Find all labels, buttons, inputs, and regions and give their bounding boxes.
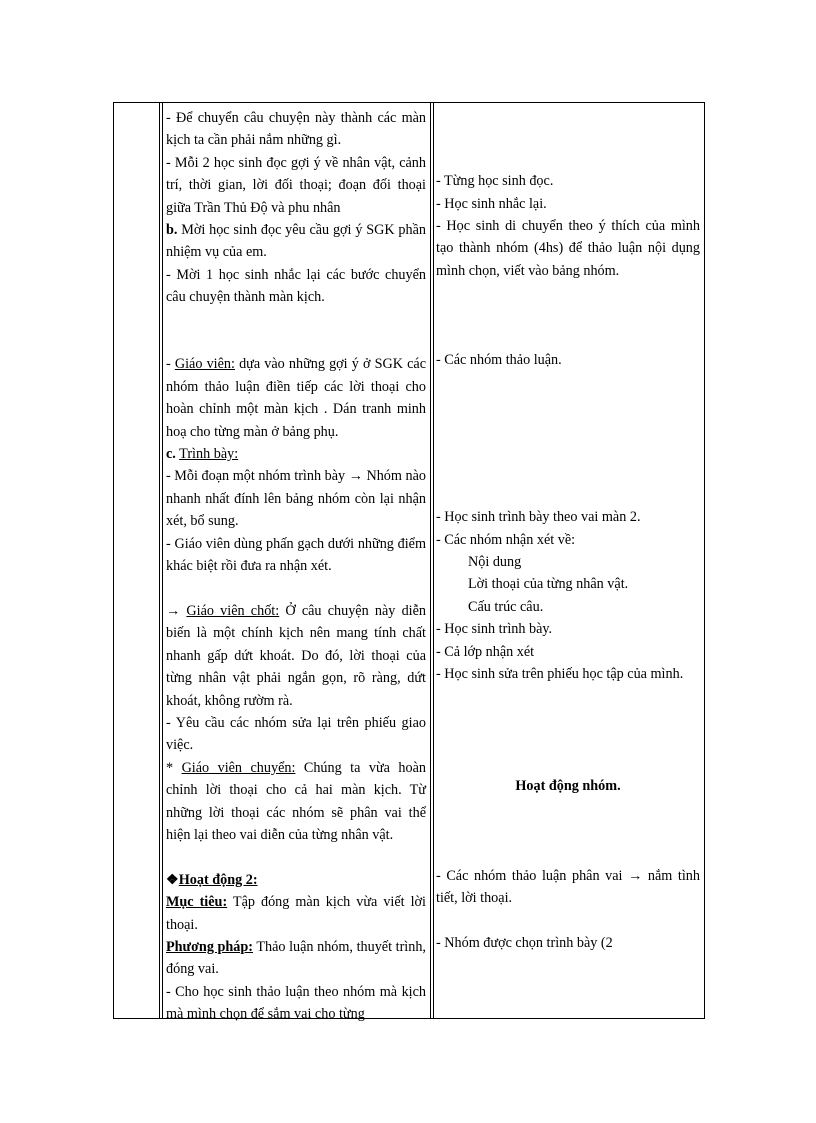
text-paragraph: - Học sinh trình bày.	[436, 621, 553, 638]
text-paragraph: - Yêu cầu các nhóm sửa lại trên phiếu giao việc.	[166, 714, 426, 754]
text-paragraph: - Cả lớp nhận xét	[436, 643, 535, 660]
column-divider	[433, 103, 434, 1018]
text-paragraph: - Học sinh sửa trên phiếu học tập của mình.	[436, 665, 684, 682]
text-paragraph: - Học sinh nhắc lại.	[436, 195, 547, 212]
teacher-label: Giáo viên chốt:	[186, 602, 280, 619]
text-paragraph: - Từng học sinh đọc.	[436, 173, 554, 190]
text-paragraph: - Học sinh trình bày theo vai màn 2.	[436, 509, 641, 526]
text-paragraph: - Mời 1 học sinh nhắc lại các bước chuyển câu chuyện thành màn kịch.	[166, 266, 426, 306]
arrow: →	[166, 602, 187, 619]
text-paragraph: - Để chuyển câu chuyện này thành các màn kịch ta cần phải nắm những gì.	[166, 110, 426, 149]
text-paragraph: - Cho học sinh thảo luận theo nhóm mà kịch mà mình chọn để sắm vai cho từng	[166, 983, 426, 1023]
star: *	[166, 759, 182, 776]
activity-title: Hoạt động 2:	[178, 871, 258, 888]
text-paragraph	[166, 353, 426, 443]
text-paragraph: - Mỗi 2 học sinh đọc gợi ý về nhân vật, cảnh trí, thời gian, lời đối thoại; đoạn đối thoại giữa Trần Thủ Độ và phu nhân	[166, 154, 426, 216]
text-paragraph	[166, 600, 426, 712]
item-text: Ở câu chuyện này diễn biến là một chính kịch nên mang tính chất nhanh gấp dứt khoát. Do đó, lời thoại của từng nhân vật phải ngắn gọn, rõ ràng, dứt khoát, không rườm rà.	[166, 602, 426, 709]
teacher-label: Giáo viên chuyển:	[181, 759, 296, 776]
student-column	[436, 103, 700, 954]
list-item: Nội dung	[468, 553, 522, 570]
column-divider	[159, 103, 160, 1018]
item-text: dựa vào những gợi ý ở SGK các nhóm thảo luận điền tiếp các lời thoại cho hoàn chỉnh một màn kịch . Dán tranh minh hoạ cho từng màn ở bảng phụ.	[166, 356, 426, 440]
item-text: Mời học sinh đọc yêu cầu gợi ý SGK phần nhiệm vụ của em.	[166, 222, 426, 261]
item-label: c.	[166, 446, 176, 463]
list-item: Lời thoại của từng nhân vật.	[468, 576, 629, 593]
text-paragraph	[166, 219, 426, 264]
activity-heading	[166, 869, 426, 891]
group-activity-label: Hoạt động nhóm.	[515, 777, 621, 794]
method-label: Phương pháp:	[166, 938, 253, 955]
text-paragraph: - Học sinh di chuyển theo ý thích của mình tạo thành nhóm (4hs) để thảo luận nội dụng mình chọn, viết vào bảng nhóm.	[436, 217, 700, 279]
text-paragraph: - Các nhóm thảo luận.	[436, 352, 562, 369]
text-paragraph	[166, 757, 426, 847]
text-paragraph: - Các nhóm thảo luận phân vai → nắm tình tiết, lời thoại.	[436, 867, 700, 906]
text-paragraph	[166, 891, 426, 936]
column-divider	[162, 103, 163, 1018]
text-paragraph: - Các nhóm nhận xét về:	[436, 531, 576, 548]
column-divider	[430, 103, 431, 1018]
section-title: Trình bày:	[179, 446, 239, 463]
diamond-icon: ❖	[166, 871, 179, 888]
text-paragraph: - Mỗi đoạn một nhóm trình bày → Nhóm nào nhanh nhất đính lên bảng nhóm còn lại nhận xét, bổ sung.	[166, 468, 426, 530]
item-label: b.	[166, 222, 178, 239]
objective-label: Mục tiêu:	[166, 894, 228, 911]
text-paragraph	[166, 936, 426, 981]
dash: -	[166, 356, 175, 373]
section-heading	[166, 443, 426, 465]
text-paragraph: - Nhóm được chọn trình bày (2	[436, 934, 613, 951]
teacher-label: Giáo viên:	[174, 356, 235, 373]
item-text: Thảo luận nhóm, thuyết trình, đóng vai.	[166, 938, 426, 978]
item-text: Tập đóng màn kịch vừa viết lời thoại.	[166, 894, 426, 933]
lesson-table	[113, 102, 705, 1023]
item-text: Chúng ta vừa hoàn chỉnh lời thoại cho cả hai màn kịch. Từ những lời thoại các nhóm sẽ phân vai thể hiện lại theo vai diễn của từng nhân vật.	[166, 759, 426, 843]
teacher-column	[166, 107, 426, 1026]
list-item: Cấu trúc câu.	[468, 598, 544, 615]
text-paragraph: - Giáo viên dùng phấn gạch dưới những điểm khác biệt rồi đưa ra nhận xét.	[166, 535, 426, 575]
